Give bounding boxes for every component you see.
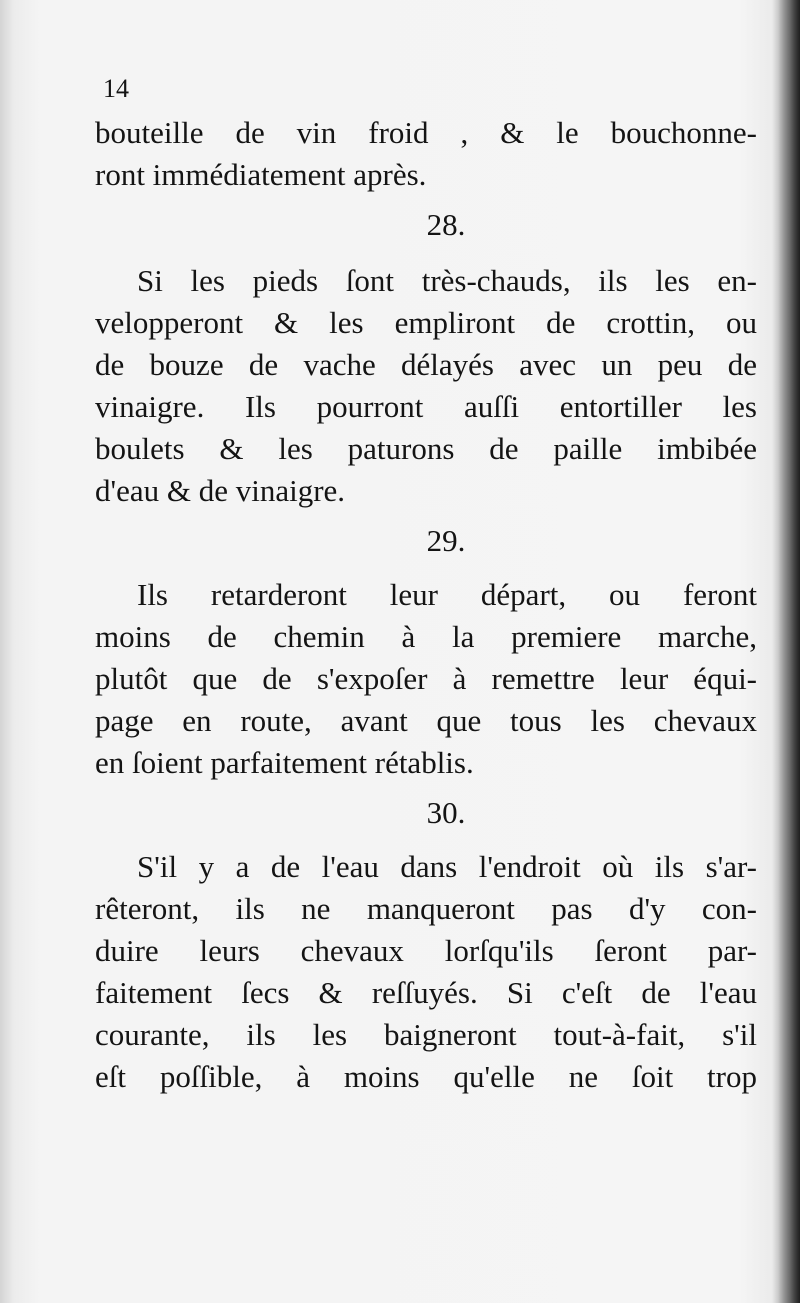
text-line: Si les pieds ſont très-chauds, ils les en- [137, 263, 757, 298]
text-line: courante, ils les baigneront tout-à-fait, s'il [95, 1017, 757, 1052]
text-line: plutôt que de s'expoſer à remettre leur équi- [95, 661, 757, 696]
section-number: 29. [426, 523, 466, 558]
text-line: duire leurs chevaux lorſqu'ils ſeront par- [95, 933, 757, 968]
section-paragraph [95, 846, 757, 1098]
text-line: de bouze de vache délayés avec un peu de [95, 347, 757, 382]
page-number: 14 [103, 74, 129, 103]
page-text [95, 70, 757, 1098]
text-line: page en route, avant que tous les chevaux [95, 703, 757, 738]
text-line: bouteille de vin froid , & le bouchonne- [95, 115, 757, 150]
section-number: 28. [426, 207, 466, 242]
text-line: rêteront, ils ne manqueront pas d'y con- [95, 891, 757, 926]
text-line: d'eau & de vinaigre. [95, 473, 346, 508]
text-line: vinaigre. Ils pourront auſſi entortiller les [95, 389, 757, 424]
text-line: Ils retarderont leur départ, ou feront [137, 577, 757, 612]
section-paragraph [95, 574, 757, 784]
page-gutter-shadow [778, 0, 800, 1303]
text-line: faitement ſecs & reſſuyés. Si c'eſt de l'eau [95, 975, 757, 1010]
text-line: velopperont & les empliront de crottin, ou [95, 305, 757, 340]
text-line: S'il y a de l'eau dans l'endroit où ils s'ar- [137, 849, 757, 884]
text-line: moins de chemin à la premiere marche, [95, 619, 757, 654]
text-line: ront immédiatement après. [95, 157, 427, 192]
section-number: 30. [426, 795, 466, 830]
continuation-paragraph [95, 112, 757, 196]
text-line: boulets & les paturons de paille imbibée [95, 431, 757, 466]
section-paragraph [95, 260, 757, 512]
text-line: en ſoient parfaitement rétablis. [95, 745, 474, 780]
text-line: eſt poſſible, à moins qu'elle ne ſoit trop [95, 1059, 757, 1094]
